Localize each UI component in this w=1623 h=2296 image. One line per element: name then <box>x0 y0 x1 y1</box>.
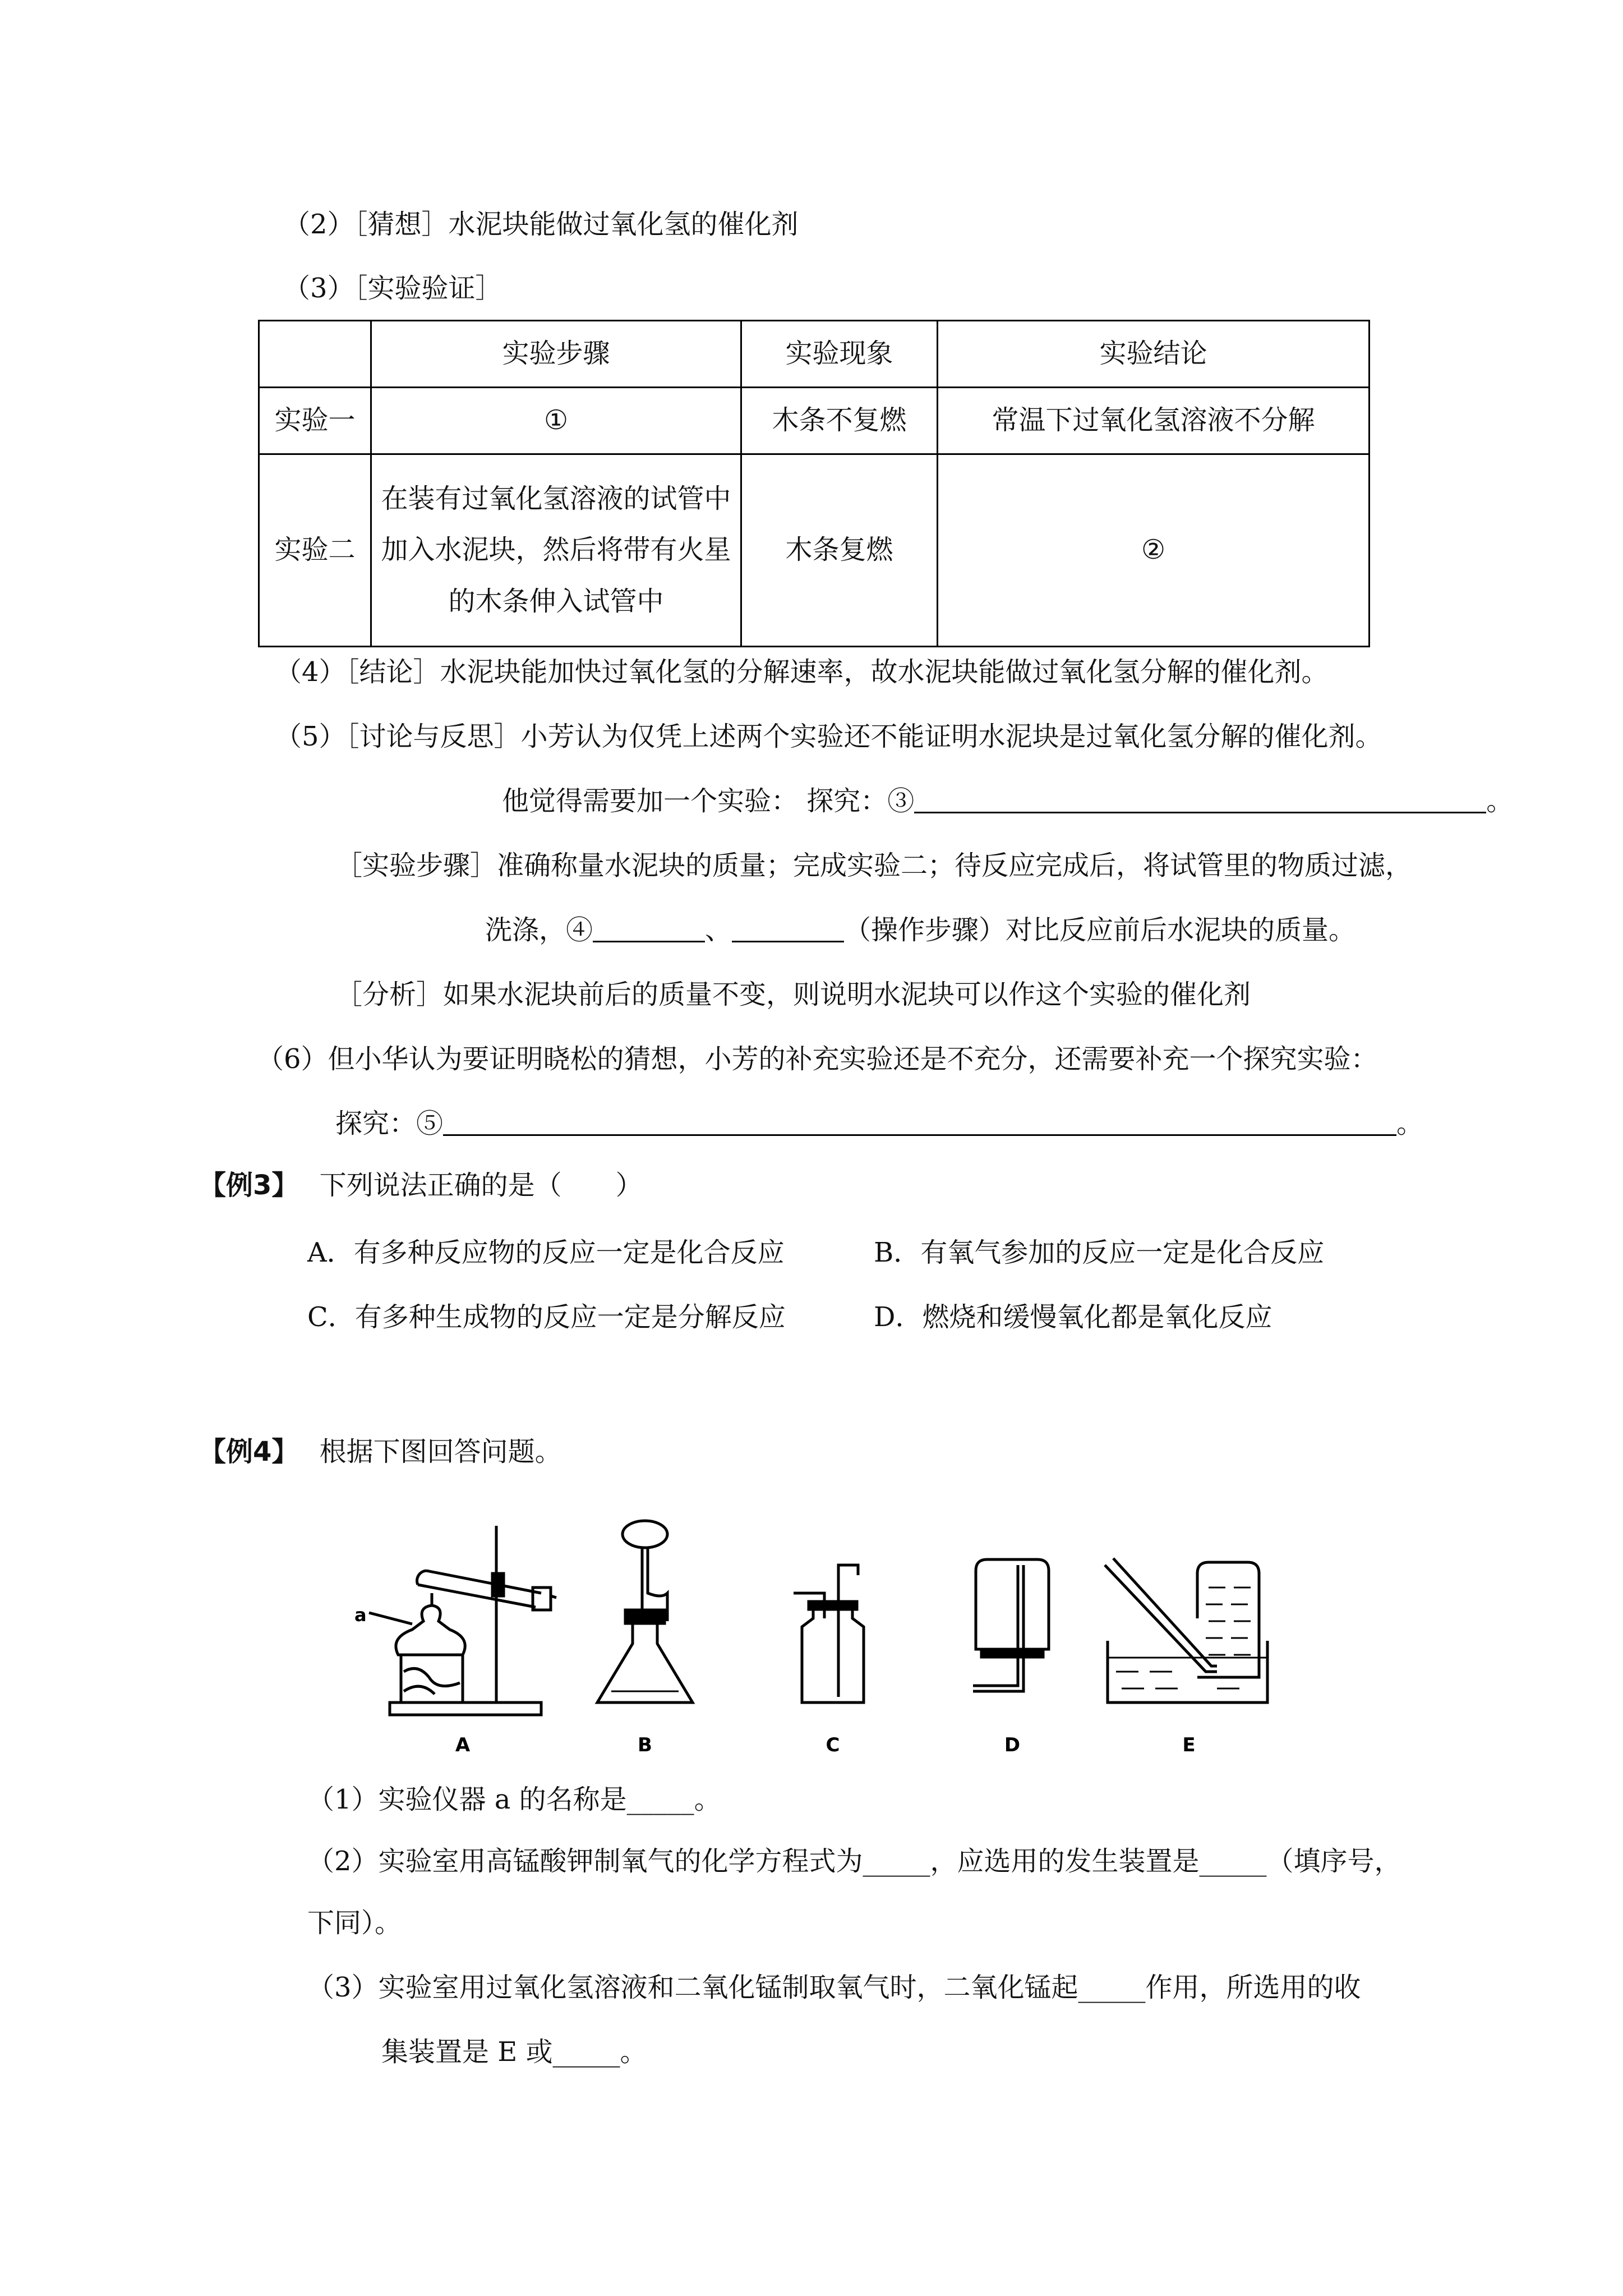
part6-explore-line <box>335 1108 1423 1140</box>
option-d: D．燃烧和缓慢氧化都是氧化反应 <box>874 1301 1272 1333</box>
example-4-question: 根据下图回答问题。 <box>319 1436 562 1467</box>
option-c: C．有多种生成物的反应一定是分解反应 <box>307 1301 786 1333</box>
apparatus-e <box>1105 1558 1267 1703</box>
row1-step: ① <box>371 388 741 454</box>
section-guess: （2）［猜想］水泥块能做过氧化氢的催化剂 <box>283 209 799 240</box>
row2-conclusion: ② <box>938 454 1370 647</box>
row1-phenomenon: 木条不复燃 <box>741 388 938 454</box>
table-header-conclusion: 实验结论 <box>938 321 1370 388</box>
blank-4b[interactable] <box>732 916 844 942</box>
explore-5-prefix: 探究：⑤ <box>335 1108 444 1139</box>
example-3-question: 下列说法正确的是（ ） <box>319 1170 643 1201</box>
blank-4a[interactable] <box>593 916 705 942</box>
table-row <box>259 388 1370 454</box>
label-B: B <box>638 1734 652 1756</box>
row1-conclusion: 常温下过氧化氢溶液不分解 <box>938 388 1370 454</box>
steps-line-2-c: （操作步骤）对比反应前后水泥块的质量。 <box>844 914 1356 946</box>
example-3-line <box>199 1170 643 1202</box>
label-A: A <box>455 1734 471 1756</box>
discussion-explore-line <box>502 785 1513 818</box>
table-row <box>259 454 1370 647</box>
example-4-q3-line1: （3）实验室用过氧化氢溶液和二氧化锰制取氧气时，二氧化锰起_____作用，所选用的收 <box>307 1972 1361 2003</box>
conclusion-text: （4）［结论］水泥块能加快过氧化氢的分解速率，故水泥块能做过氧化氢分解的催化剂。 <box>275 656 1329 688</box>
table-header-phenomenon: 实验现象 <box>741 321 938 388</box>
apparatus-a <box>369 1526 556 1715</box>
explore-3-suffix: 。 <box>1486 785 1514 817</box>
example-4-line <box>199 1436 562 1469</box>
blank-3[interactable] <box>914 787 1486 813</box>
part6-text: （6）但小华认为要证明晓松的猜想，小芳的补充实验还是不充分，还需要补充一个探究实验： <box>257 1043 1378 1075</box>
steps-line-2 <box>485 914 1355 947</box>
table-header-step: 实验步骤 <box>371 321 741 388</box>
option-a: A．有多种反应物的反应一定是化合反应 <box>307 1237 785 1268</box>
explore-3-prefix: 他觉得需要加一个实验： 探究：③ <box>502 785 915 817</box>
example-4-q2-line2: 下同）。 <box>307 1907 402 1939</box>
blank-5[interactable] <box>443 1110 1396 1136</box>
section-verify: （3）［实验验证］ <box>283 273 502 304</box>
example-3-tag: 【例3】 <box>199 1170 299 1201</box>
explore-5-suffix: 。 <box>1396 1108 1424 1139</box>
analysis-text: ［分析］如果水泥块前后的质量不变，则说明水泥块可以作这个实验的催化剂 <box>335 979 1251 1010</box>
apparatus-c <box>794 1565 864 1703</box>
apparatus-figure <box>348 1509 1301 1767</box>
row1-label: 实验一 <box>259 388 371 454</box>
table-header-empty <box>259 321 371 388</box>
apparatus-b <box>597 1521 693 1703</box>
steps-line-2-a: 洗涤，④ <box>485 914 593 946</box>
row2-step: 在装有过氧化氢溶液的试管中加入水泥块，然后将带有火星的木条伸入试管中 <box>371 454 741 647</box>
steps-line-2-b: 、 <box>705 914 732 946</box>
label-D: D <box>1004 1734 1021 1756</box>
label-C: C <box>826 1734 840 1756</box>
example-4-q2-line1: （2）实验室用高锰酸钾制氧气的化学方程式为_____，应选用的发生装置是_____（填序号， <box>307 1846 1401 1877</box>
example-4-q3-line2: 集装置是 E 或_____。 <box>381 2036 647 2068</box>
experiment-table <box>258 320 1370 647</box>
apparatus-d <box>973 1559 1049 1691</box>
label-E: E <box>1182 1734 1196 1756</box>
steps-line-1: ［实验步骤］准确称量水泥块的质量；完成实验二；待反应完成后，将试管里的物质过滤， <box>335 850 1413 881</box>
row2-label: 实验二 <box>259 454 371 647</box>
option-b: B．有氧气参加的反应一定是化合反应 <box>874 1237 1325 1268</box>
example-4-q1: （1）实验仪器 a 的名称是_____。 <box>307 1784 721 1815</box>
label-a: a <box>354 1604 367 1626</box>
discussion-text: （5）［讨论与反思］小芳认为仅凭上述两个实验还不能证明水泥块是过氧化氢分解的催化剂。 <box>275 721 1382 752</box>
row2-phenomenon: 木条复燃 <box>741 454 938 647</box>
figure-labels <box>455 1734 1196 1756</box>
example-4-tag: 【例4】 <box>199 1436 299 1467</box>
